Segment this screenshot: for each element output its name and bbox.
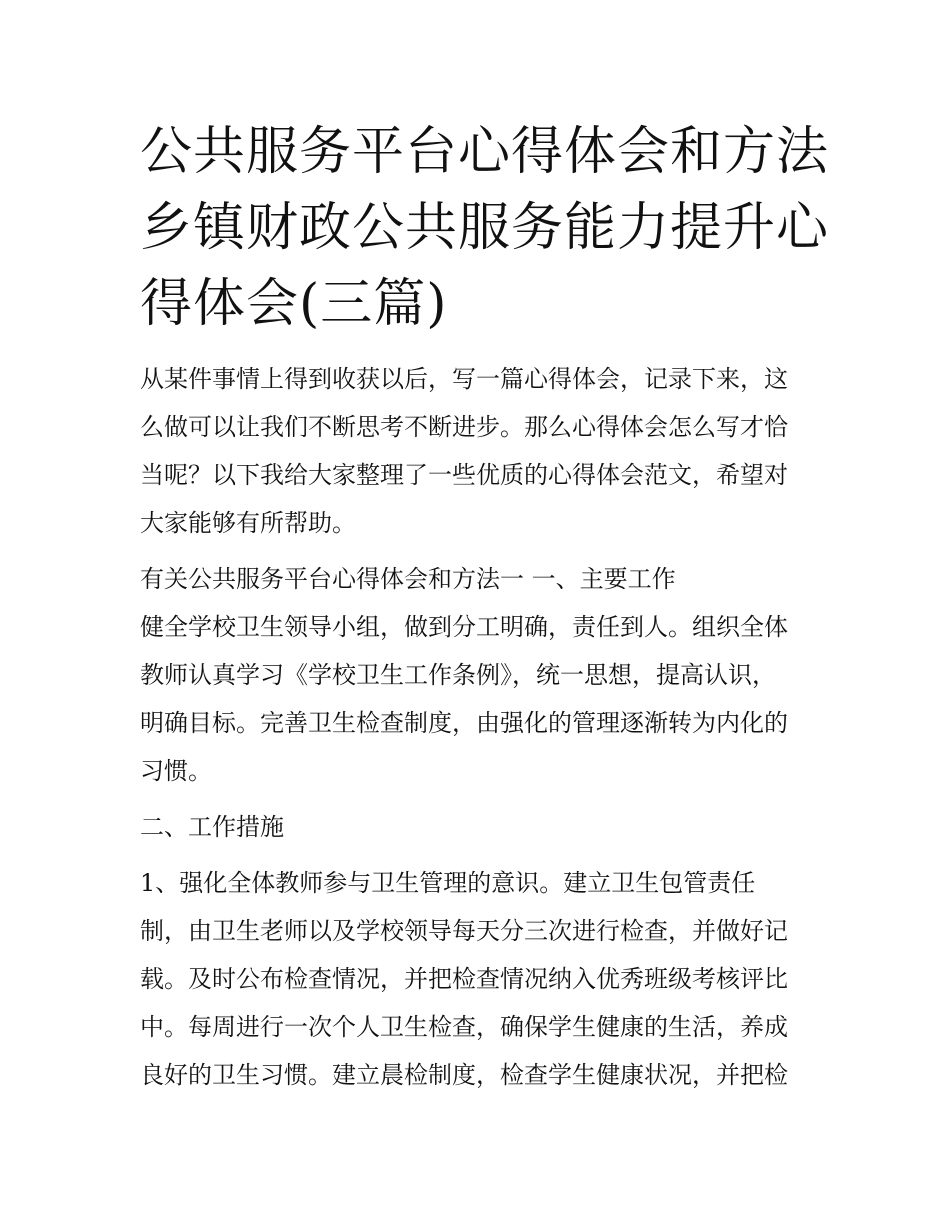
text-line: 健全学校卫生领导小组，做到分工明确，责任到人。组织全体 <box>140 613 788 641</box>
text-line: 1、强化全体教师参与卫生管理的意识。建立卫生包管责任 <box>140 869 756 897</box>
section-heading: 有关公共服务平台心得体会和方法一 一、主要工作 <box>140 565 676 593</box>
subheading: 二、工作措施 <box>140 813 284 841</box>
text-line: 当呢？以下我给大家整理了一些优质的心得体会范文，希望对 <box>140 461 788 489</box>
document-title <box>140 114 830 342</box>
text-line: 载。及时公布检查情况，并把检查情况纳入优秀班级考核评比 <box>140 965 788 993</box>
text-line: 教师认真学习《学校卫生工作条例》，统一思想，提高认识， <box>140 661 776 689</box>
title-line: 公共服务平台心得体会和方法 <box>140 122 830 182</box>
title-line: 得体会(三篇) <box>140 274 448 334</box>
text-line: 良好的卫生习惯。建立晨检制度，检查学生健康状况，并把检 <box>140 1061 788 1089</box>
text-line: 习惯。 <box>140 757 212 785</box>
title-line: 乡镇财政公共服务能力提升心 <box>140 198 830 258</box>
text-line: 么做可以让我们不断思考不断进步。那么心得体会怎么写才恰 <box>140 413 788 441</box>
intro-paragraph <box>140 355 820 547</box>
section1-paragraph <box>140 603 820 795</box>
text-line: 明确目标。完善卫生检查制度，由强化的管理逐渐转为内化的 <box>140 709 788 737</box>
text-line: 从某件事情上得到收获以后，写一篇心得体会，记录下来，这 <box>140 365 788 393</box>
item1-paragraph <box>140 859 820 1099</box>
document-body <box>140 355 820 1099</box>
text-line: 中。每周进行一次个人卫生检查，确保学生健康的生活，养成 <box>140 1013 788 1041</box>
text-line: 大家能够有所帮助。 <box>140 509 356 537</box>
text-line: 制，由卫生老师以及学校领导每天分三次进行检查，并做好记 <box>140 917 788 945</box>
